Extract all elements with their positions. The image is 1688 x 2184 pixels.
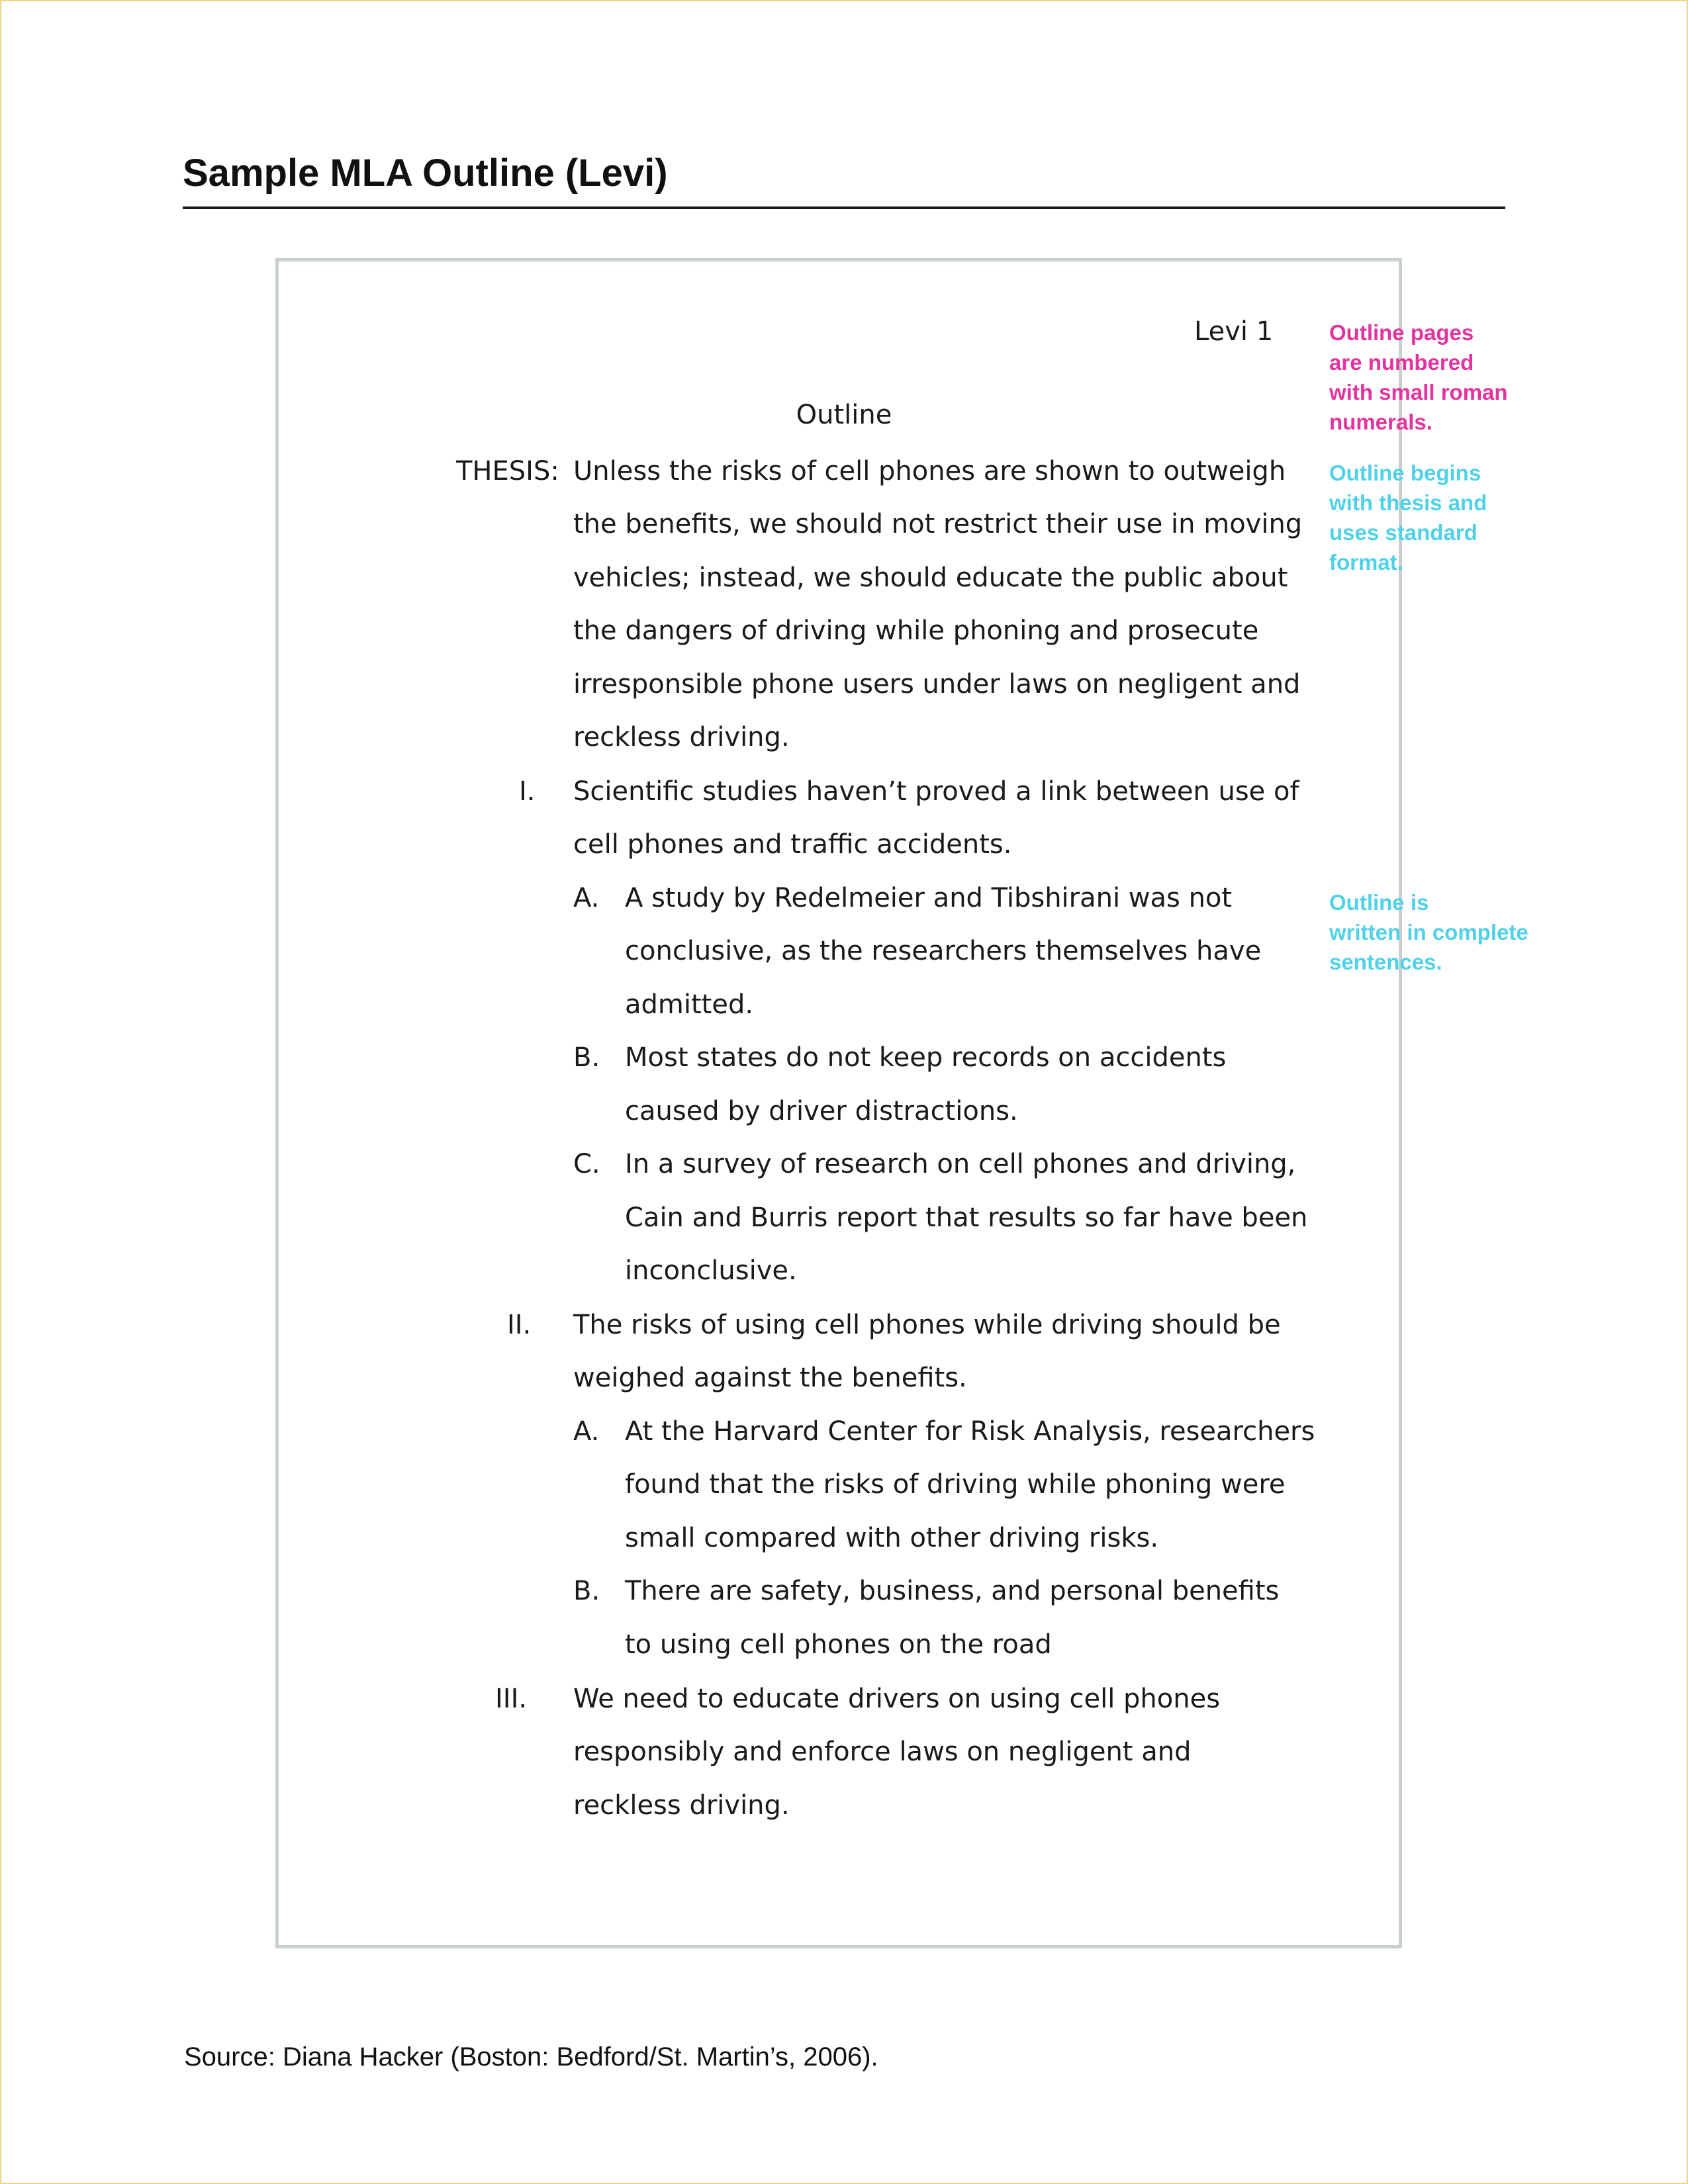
annotation-complete-sentences: Outline is written in complete sentences. [1329,890,1528,974]
subsection-line: There are safety, business, and personal benefits [625,1576,1280,1606]
subsection-letter: C. [573,1149,600,1179]
subsection-line: In a survey of research on cell phones and driving, [625,1149,1296,1179]
thesis-line: the benefits, we should not restrict their use in moving [573,509,1303,539]
section-line: Scientific studies haven’t proved a link between use of [573,776,1299,807]
thesis-line: Unless the risks of cell phones are shown to outweigh [573,456,1286,486]
section-line: The risks of using cell phones while driving should be [573,1310,1281,1340]
subsection-line: inconclusive. [625,1255,797,1286]
page-number: Levi 1 [1194,316,1274,347]
subsection-line: A study by Redelmeier and Tibshirani was not [625,883,1233,913]
subsection-letter: B. [573,1042,600,1073]
subsection-line: admitted. [625,989,754,1020]
subsection-letter: A. [573,883,600,913]
section-line: responsibly and enforce laws on negligent and [573,1737,1192,1767]
thesis-line: vehicles; instead, we should educate the public about [573,563,1288,593]
annotation-page-numbering: Outline pages are numbered with small roman numerals. [1329,320,1508,434]
thesis-line: reckless driving. [573,722,790,752]
section-numeral: I. [519,776,536,807]
section-numeral: III. [495,1684,528,1714]
thesis-label: THESIS: [456,456,559,486]
subsection-line: caused by driver distractions. [625,1096,1018,1126]
subsection-line: found that the risks of driving while phoning were [625,1469,1286,1500]
subsection-line: small compared with other driving risks. [625,1523,1159,1553]
section-line: We need to educate drivers on using cell phones [573,1684,1221,1714]
source-citation: Source: Diana Hacker (Boston: Bedford/St. Martin’s, 2006). [184,2042,878,2071]
title-rule [183,206,1505,209]
section-numeral: II. [507,1310,532,1340]
subsection-letter: A. [573,1416,600,1447]
subsection-line: conclusive, as the researchers themselves have [625,936,1262,966]
section-line: cell phones and traffic accidents. [573,829,1012,860]
thesis-line: irresponsible phone users under laws on negligent and [573,669,1301,700]
subsection-line: Most states do not keep records on accidents [625,1042,1227,1073]
thesis-line: the dangers of driving while phoning and prosecute [573,615,1259,646]
subsection-line: At the Harvard Center for Risk Analysis, researchers [625,1416,1315,1447]
subsection-letter: B. [573,1576,600,1606]
subsection-line: to using cell phones on the road [625,1629,1052,1660]
page-title: Sample MLA Outline (Levi) [183,152,668,195]
section-line: reckless driving. [573,1790,790,1821]
subsection-line: Cain and Burris report that results so far have been [625,1203,1308,1233]
annotation-thesis-format: Outline begins with thesis and uses standard format. [1329,461,1487,574]
section-line: weighed against the benefits. [573,1363,967,1393]
outline-heading: Outline [796,400,892,430]
